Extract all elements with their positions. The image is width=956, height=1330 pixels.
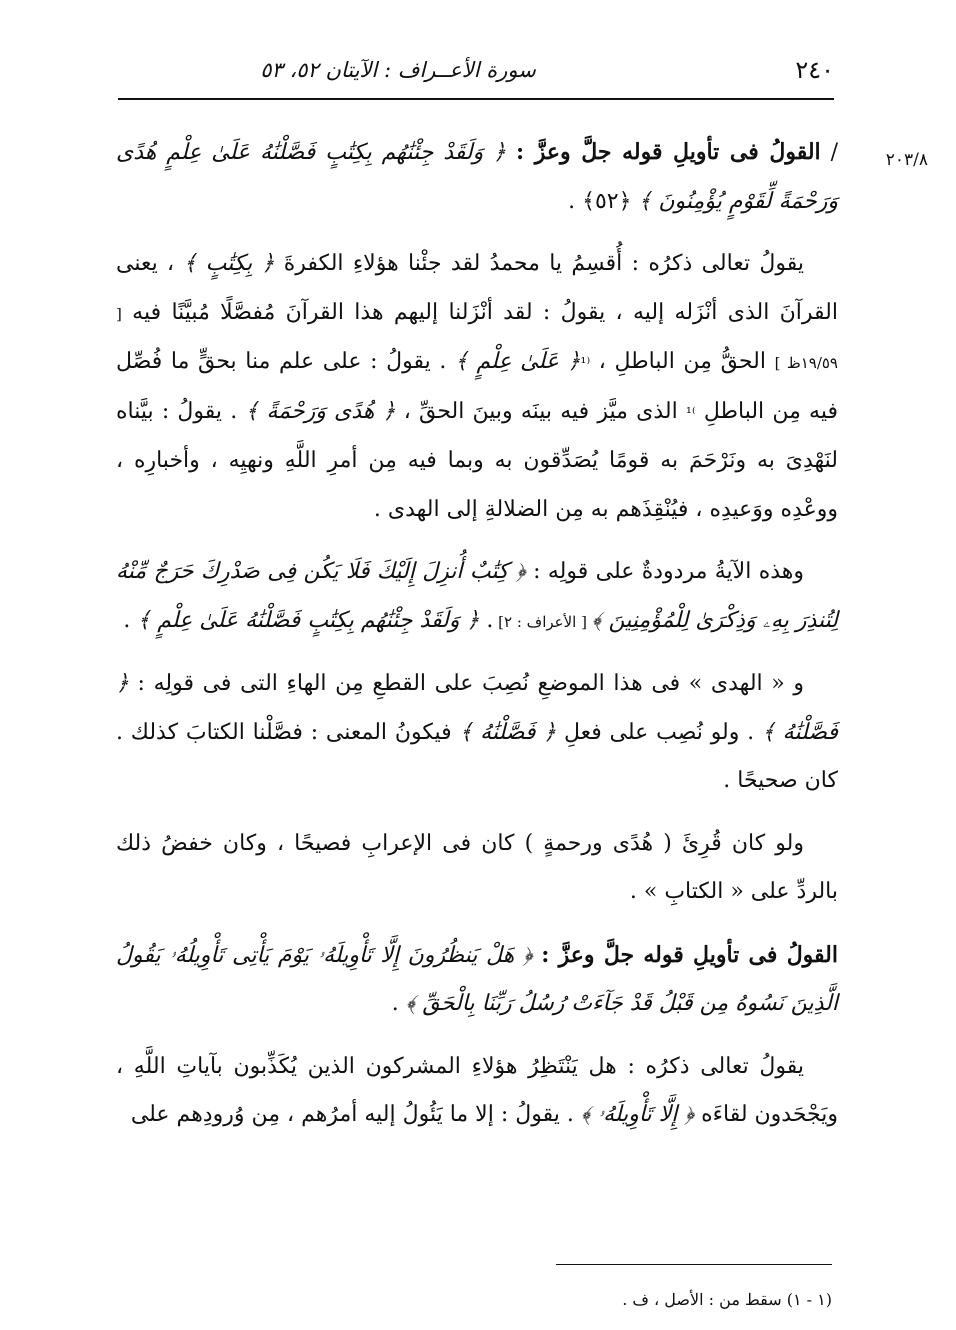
page-header bbox=[118, 52, 834, 92]
heading-text: القولُ فى تأويلِ قوله جلَّ وعزَّ : bbox=[541, 941, 838, 968]
header-rule bbox=[118, 98, 834, 100]
running-title: سورة الأعــراف : الآيتان ٥٢، ٥٣ bbox=[260, 58, 536, 82]
quran-quote: ﴿ عَلَىٰ عِلْمٍ ﴾ bbox=[454, 349, 581, 374]
footnote: (١ - ١) سقط من : الأصل ، ف . bbox=[622, 1290, 832, 1309]
quran-verse: ﴿ وَلَقَدْ جِئْنَٰهُم بِكِتَٰبٍ فَصَّلْنَٰهُ عَلَىٰ عِلْمٍ هُدًى وَرَحْمَةً لِّقَوْمٍ يُؤْمِنُونَ ﴾ bbox=[116, 140, 838, 214]
footnote-rule bbox=[556, 1264, 832, 1265]
paragraph-1 bbox=[116, 240, 838, 534]
quran-quote: ﴿ كِتَٰبٌ أُنزِلَ إِلَيْكَ فَلَا يَكُن فِى صَدْرِكَ حَرَجٌ مِّنْهُ لِتُنذِرَ بِهِۦ وَذِكْرَىٰ لِلْمُؤْمِنِينَ ﴾ bbox=[116, 559, 838, 633]
text-run: يقولُ تعالى ذكرُه : هل يَنْتَظِرُ هؤلاءِ المشركون الذين يُكَذِّبون بآياتِ اللَّهِ ، ويَجْحَدون لقاءَه bbox=[116, 1053, 838, 1127]
quran-verse: ﴿ هَلْ يَنظُرُونَ إِلَّا تَأْوِيلَهُۥ يَوْمَ يَأْتِى تَأْوِيلُهُۥ يَقُولُ الَّذِينَ نَسُوهُ مِن قَبْلُ قَدْ جَآءَتْ رُسُلُ رَبِّنَا بِالْحَقِّ ﴾ bbox=[116, 942, 838, 1016]
footnote-marker-close: ⁾¹ bbox=[685, 403, 696, 422]
quran-quote: ﴿ بِكِتَٰبٍ ﴾ bbox=[183, 251, 275, 276]
text-run: . يقولُ : بيَّناه لنَهْدِىَ به ونَرْحَمَ به قومًا يُصَدِّقون به وبما فيه مِن أمرِ اللَّهِ ونهيِه ، وأخبارِه ، ووعْدِه ووَعيدِه ، فيُنْقِذَهم به مِن الضلالةِ إلى الهدى . bbox=[116, 398, 838, 522]
text-run: . يقولُ : على علم منا بحقٍّ ما فُصِّل فيه مِن الباطلِ bbox=[116, 349, 839, 424]
verse-number: ﴿٥٢﴾ bbox=[582, 188, 632, 214]
paragraph-2 bbox=[116, 548, 838, 646]
margin-reference: ٢٠٣/٨ bbox=[885, 150, 928, 170]
quran-quote: ﴿ فَصَّلْنَٰهُ ﴾ bbox=[116, 671, 838, 745]
quran-quote: ﴿ وَلَقَدْ جِئْنَٰهُم بِكِتَٰبٍ فَصَّلْنَٰهُ عَلَىٰ عِلْمٍ ﴾ bbox=[137, 607, 480, 633]
text-run: يقولُ تعالى ذكرُه : أُقسِمُ يا محمدُ لقد جئْنا هؤلاءِ الكفرةَ bbox=[274, 251, 804, 276]
paragraph-5 bbox=[116, 1043, 838, 1140]
text-run: وهذه الآيةُ مردودةٌ على قولِه : bbox=[525, 559, 804, 584]
text-run: ولو كان قُرِئَ ( هُدًى ورحمةٍ ) كان فى الإعرابِ فصيحًا ، وكان خفضُ ذلك بالردِّ على « الكتابِ » . bbox=[116, 830, 838, 904]
surah-reference: [ الأعراف : ٢] bbox=[493, 612, 592, 631]
text-run: الذى ميَّز فيه بينَه وبينَ الحقِّ ، bbox=[395, 398, 686, 424]
quran-quote: ﴿ إِلَّا تَأْوِيلَهُۥ ﴾ bbox=[580, 1102, 695, 1127]
page-number: ٢٤٠ bbox=[795, 56, 834, 84]
section-heading-1 bbox=[116, 128, 838, 226]
heading-end: . bbox=[568, 188, 583, 214]
text-run: الحقُّ مِن الباطلِ ، bbox=[590, 349, 775, 374]
text-run: . bbox=[479, 607, 494, 633]
text-run: و « الهدى » فى هذا الموضعِ نُصِبَ على القطعِ مِن الهاءِ التى فى قولِه : bbox=[128, 671, 804, 696]
paragraph-4 bbox=[116, 820, 838, 917]
quran-quote: ﴿ فَصَّلْنَٰهُ ﴾ bbox=[459, 719, 557, 745]
text-run: . يقولُ : إلا ما يَئُولُ إليه أمرُهم ، مِن وُرودِهم على bbox=[130, 1102, 581, 1127]
heading-text: القولُ فى تأويلِ قوله جلَّ وعزَّ : bbox=[516, 139, 821, 165]
text-run: ، يعنى القرآنَ الذى أنْزَله إليه ، يقولُ : لقد أنْزَلنا إليهم هذا القرآنَ مُفصَّلًا مُبيَّنًا فيه bbox=[116, 251, 838, 325]
heading-slash: / bbox=[820, 140, 839, 165]
text-run: . bbox=[123, 607, 138, 633]
text-run: فيكونُ المعنى : فصَّلْنا الكتابَ كذلك . كان صحيحًا . bbox=[116, 719, 838, 793]
section-heading-2 bbox=[116, 931, 838, 1029]
footnote-marker-open: ⁽¹ bbox=[580, 354, 591, 372]
paragraph-3 bbox=[116, 660, 838, 806]
text-run: . ولو نُصِب على فعلِ bbox=[556, 719, 762, 745]
heading-end: . bbox=[391, 991, 406, 1016]
main-text bbox=[116, 128, 838, 1154]
manuscript-ref: [ ١٩/٥٩ظ ] bbox=[116, 304, 838, 372]
quran-quote: ﴿ هُدًى وَرَحْمَةً ﴾ bbox=[245, 398, 396, 424]
